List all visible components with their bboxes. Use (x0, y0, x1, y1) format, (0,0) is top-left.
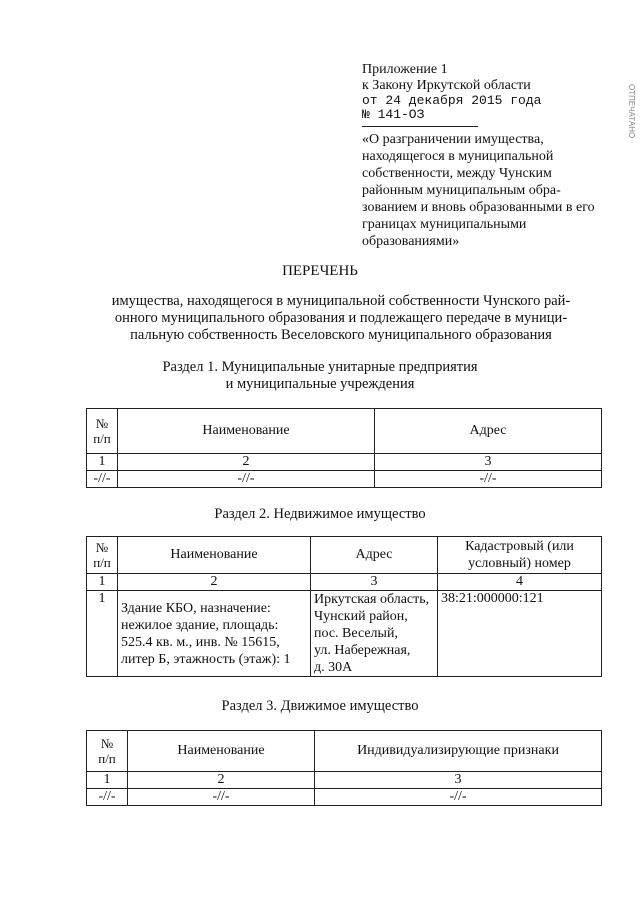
table-cell: -//- (375, 471, 602, 488)
section-3-table (86, 730, 602, 806)
table-cell: -//- (87, 789, 128, 806)
appendix-label: Приложение 1 (362, 62, 448, 77)
doc-title: ПЕРЕЧЕНЬ (282, 263, 358, 279)
law-date: от 24 декабря 2015 года (362, 93, 542, 108)
numbering-cell: 2 (128, 772, 315, 789)
doc-subtitle: имущества, находящегося в муниципальной собственности Чунского районного муниципального образования и подлежащего передаче в муниципальную собственность Веселовского муниципального образования (111, 293, 571, 343)
table-cell: -//- (128, 789, 315, 806)
table-header-row (87, 731, 602, 772)
section-1-title: Раздел 1. Муниципальные унитарные предприятия и муниципальные учреждения (162, 359, 478, 392)
numbering-cell: 2 (118, 454, 375, 471)
law-number: № 141-ОЗ (362, 107, 425, 122)
table-numbering-row (87, 454, 602, 471)
cadastral-number-cell: 38:21:000000:121 (438, 591, 602, 677)
col-name-header: Наименование (118, 537, 311, 574)
col-name-header: Наименование (128, 731, 315, 772)
col-number-header: № п/п (87, 537, 118, 574)
numbering-cell: 3 (311, 574, 438, 591)
numbering-cell: 1 (87, 454, 118, 471)
col-features-header: Индивидуализирующие признаки (315, 731, 602, 772)
section-2-table (86, 536, 602, 677)
table-cell: -//- (118, 471, 375, 488)
col-name-header: Наименование (118, 409, 375, 454)
table-cell: -//- (315, 789, 602, 806)
table-cell: -//- (87, 471, 118, 488)
law-title: «О разграничении имущества, находящегося в муниципальной собственности, между Чунским районным муниципальным образованием и вновь образованными в его границах муниципальными образованиями» (362, 132, 595, 249)
building-address-cell: Иркутская область, Чунский район, пос. Веселый, ул. Набережная, д. 30А (311, 591, 438, 677)
appendix-header (362, 62, 602, 250)
section-2-title: Раздел 2. Недвижимое имущество (214, 506, 426, 522)
numbering-cell: 1 (87, 574, 118, 591)
numbering-cell: 3 (315, 772, 602, 789)
table-cell: 1 (87, 591, 118, 677)
numbering-cell: 1 (87, 772, 128, 789)
col-number-header: № п/п (87, 409, 118, 454)
building-description-cell: Здание КБО, назначение: нежилое здание, площадь: 525.4 кв. м., инв. № 15615, литер Б, этажность (этаж): 1 (118, 591, 311, 677)
table-header-row (87, 537, 602, 574)
table-numbering-row (87, 772, 602, 789)
col-number-header: № п/п (87, 731, 128, 772)
header-rule (362, 126, 478, 127)
numbering-cell: 2 (118, 574, 311, 591)
col-cadastral-header: Кадастровый (или условный) номер (438, 537, 602, 574)
col-address-header: Адрес (375, 409, 602, 454)
section-1-table (86, 408, 602, 488)
table-numbering-row (87, 574, 602, 591)
margin-mark: ОТПЕЧАТАНО (627, 84, 636, 139)
table-row (87, 471, 602, 488)
table-header-row (87, 409, 602, 454)
law-reference: к Закону Иркутской области (362, 78, 531, 93)
numbering-cell: 4 (438, 574, 602, 591)
table-row (87, 789, 602, 806)
numbering-cell: 3 (375, 454, 602, 471)
section-3-title: Раздел 3. Движимое имущество (221, 698, 419, 714)
col-address-header: Адрес (311, 537, 438, 574)
table-row (87, 591, 602, 677)
